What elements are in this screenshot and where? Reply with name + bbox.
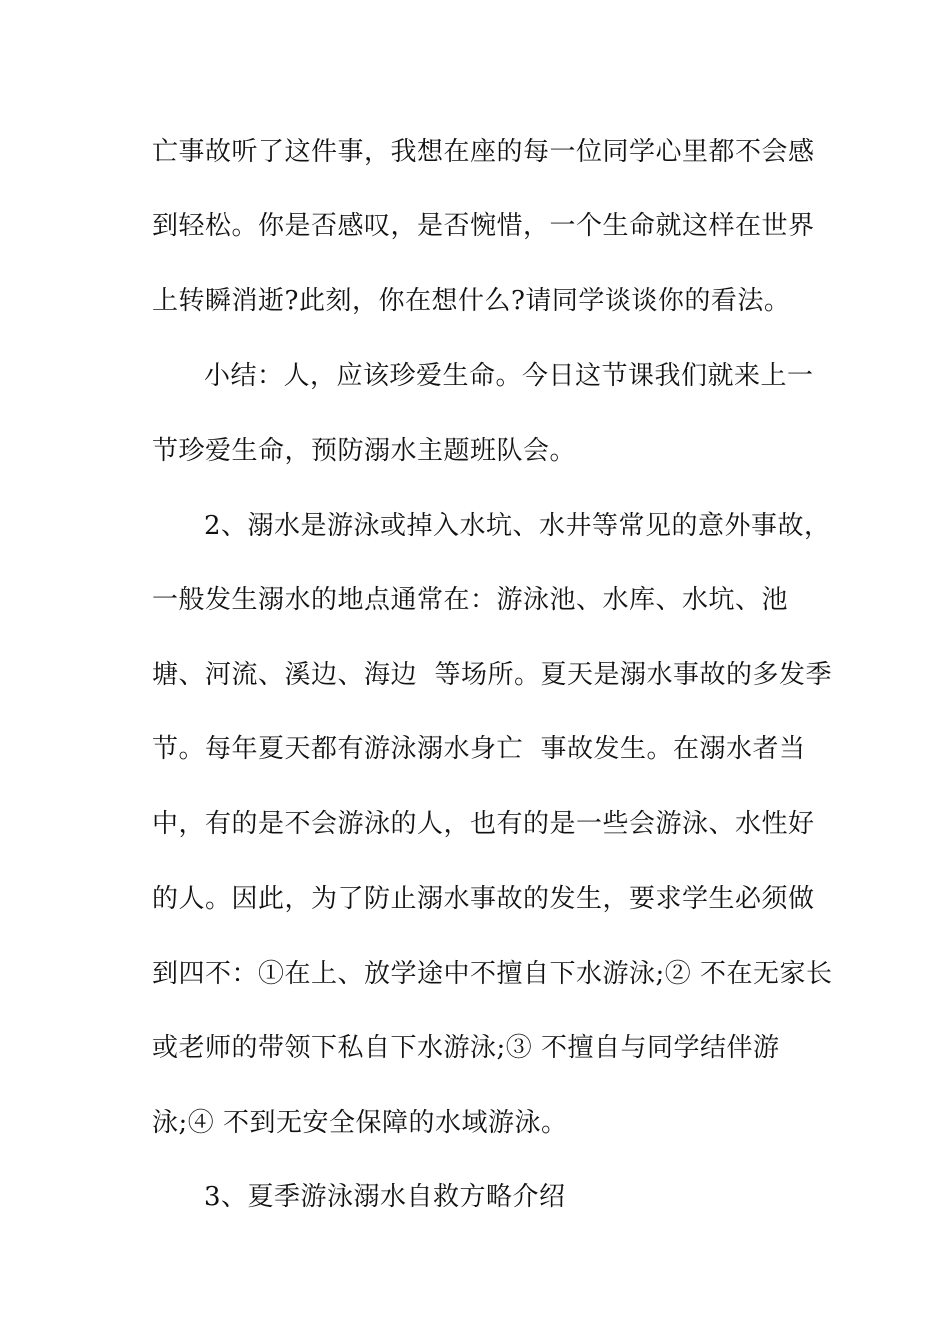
text-line: 中，有的是不会游泳的人，也有的是一些会游泳、水性好 [152, 809, 815, 839]
text-line: 2、溺水是游泳或掉入水坑、水井等常见的意外事故， [204, 511, 831, 541]
text-line: 塘、河流、溪边、海边 等场所。夏天是溺水事故的多发季 [152, 660, 833, 690]
text-line: 或老师的带领下私自下水游泳;③ 不擅自与同学结伴游 [152, 1033, 780, 1063]
text-line: 节。每年夏天都有游泳溺水身亡 事故发生。在溺水者当 [152, 734, 806, 764]
text-line: 泳;④ 不到无安全保障的水域游泳。 [152, 1108, 568, 1138]
text-line: 节珍爱生命，预防溺水主题班队会。 [152, 436, 577, 466]
text-line: 到轻松。你是否感叹，是否惋惜，一个生命就这样在世界 [152, 211, 815, 241]
text-line: 3、夏季游泳溺水自救方略介绍 [204, 1182, 566, 1212]
text-line: 上转瞬消逝?此刻，你在想什么?请同学谈谈你的看法。 [152, 286, 791, 316]
text-line: 到四不：①在上、放学途中不擅自下水游泳;② 不在无家长 [152, 959, 833, 989]
text-line: 的人。因此，为了防止溺水事故的发生，要求学生必须做 [152, 884, 815, 914]
text-line: 小结：人，应该珍爱生命。今日这节课我们就来上一 [204, 361, 814, 391]
text-line: 一般发生溺水的地点通常在：游泳池、水库、水坑、池 [152, 585, 789, 615]
text-line: 亡事故听了这件事，我想在座的每一位同学心里都不会感 [152, 137, 815, 167]
